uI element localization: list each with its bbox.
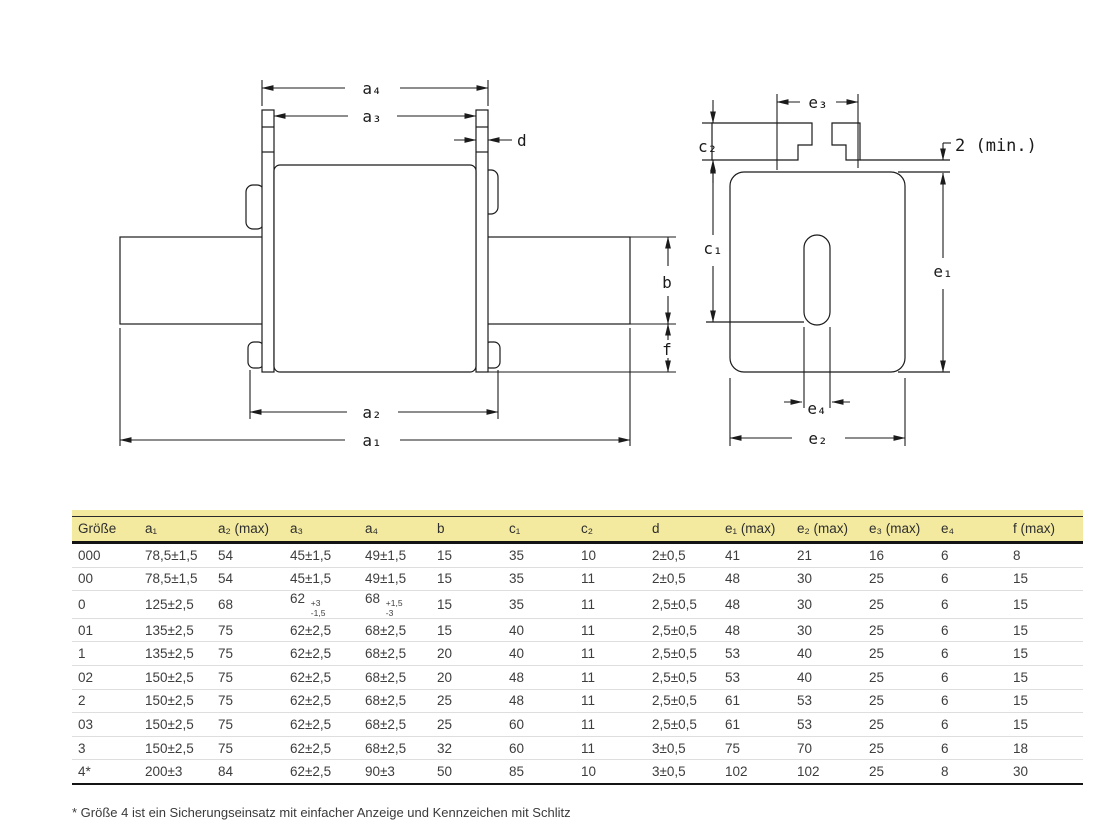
table-cell: 8 [1007, 543, 1083, 568]
end-plate-left [262, 110, 274, 372]
table-header [72, 517, 1083, 543]
table-cell: 150±2,5 [139, 736, 212, 760]
dim-e1 [933, 173, 952, 372]
table-cell: 11 [575, 642, 646, 666]
dim-label-a2: a₂ [362, 403, 382, 422]
table-cell: 85 [509, 764, 525, 780]
table-cell: 61 [719, 713, 791, 737]
table-cell: 25 [863, 642, 935, 666]
table-cell: 53 [719, 642, 791, 666]
table-cell: 62±2,5 [284, 642, 359, 666]
table-cell: 135±2,5 [139, 642, 212, 666]
table-cell: 25 [431, 689, 503, 713]
dim-c2 [698, 100, 717, 183]
table-cell: 78,5±1,5 [139, 543, 212, 568]
table-cell: 3 [72, 736, 139, 760]
table-cell: 11 [575, 713, 646, 737]
dim-b [630, 237, 676, 324]
table-cell: 35 [503, 567, 575, 591]
table-cell: 3±0,5 [652, 764, 686, 780]
table-cell: 6 [935, 642, 1007, 666]
column-header: a₄ [359, 517, 431, 543]
table-cell: 03 [72, 713, 139, 737]
table-cell: 75 [212, 642, 284, 666]
table-header-row [72, 517, 1083, 543]
blade-tab-right [832, 123, 860, 160]
table-cell: 21 [791, 543, 863, 568]
dim-label-c1: c₁ [703, 239, 723, 258]
dim-label-e4: e₄ [807, 399, 827, 418]
column-header: a₂ (max) [212, 517, 284, 543]
table-cell: 68±2,5 [359, 642, 431, 666]
table-cell: 11 [575, 591, 646, 619]
column-header: e₂ (max) [791, 517, 863, 543]
table-cell: 01 [72, 618, 139, 642]
table-cell: 2±0,5 [646, 567, 719, 591]
table-cell: 25 [863, 666, 935, 690]
table-cell: 11 [575, 736, 646, 760]
table-cell: 15 [1007, 642, 1083, 666]
table-cell: 75 [212, 736, 284, 760]
table-cell: 102 [797, 764, 820, 780]
dim-d [454, 131, 527, 150]
table-cell: 25 [431, 713, 503, 737]
dim-label-a3: a₃ [362, 107, 382, 126]
table-cell: 78,5±1,5 [139, 567, 212, 591]
table-cell: 48 [503, 689, 575, 713]
table-cell: 60 [503, 713, 575, 737]
column-header: a₃ [284, 517, 359, 543]
table-cell: 15 [431, 543, 503, 568]
table-cell: 15 [431, 618, 503, 642]
table-cell: 000 [72, 543, 139, 568]
table-cell: 54 [212, 543, 284, 568]
table-cell: 35 [503, 591, 575, 619]
table-cell: 25 [863, 618, 935, 642]
table-cell: 11 [575, 666, 646, 690]
column-header: a₁ [139, 517, 212, 543]
column-header: e₃ (max) [863, 517, 935, 543]
table-cell: 90±3 [365, 764, 395, 780]
table-cell: 2,5±0,5 [646, 618, 719, 642]
table-cell: 2 [72, 689, 139, 713]
dim-2min [943, 136, 1037, 160]
table-cell: 75 [212, 689, 284, 713]
table-cell: 75 [212, 666, 284, 690]
table-cell: 20 [431, 666, 503, 690]
table-cell: 3±0,5 [646, 736, 719, 760]
indicator-slot [804, 235, 830, 325]
table-cell: 41 [719, 543, 791, 568]
table-cell: 15 [1007, 689, 1083, 713]
table-cell: 84 [218, 764, 234, 780]
table-cell: 62±2,5 [284, 618, 359, 642]
footnote: * Größe 4 ist ein Sicherungseinsatz mit einfacher Anzeige und Kennzeichen mit Schlitz [72, 805, 571, 820]
table-row [72, 760, 1083, 784]
dim-label-f: f [662, 340, 672, 359]
table-cell: 54 [212, 567, 284, 591]
table-cell: 11 [575, 567, 646, 591]
table-cell: 25 [863, 591, 935, 619]
table-cell: 6 [935, 666, 1007, 690]
dim-f [488, 324, 676, 372]
table-cell: 00 [72, 567, 139, 591]
table-cell: 50 [437, 764, 453, 780]
grip-lug-upper-left [246, 185, 264, 229]
table-cell: 150±2,5 [139, 689, 212, 713]
table-cell: 68±2,5 [359, 713, 431, 737]
table-cell: 68±2,5 [359, 666, 431, 690]
table-cell: 2,5±0,5 [646, 642, 719, 666]
column-header: e₁ (max) [719, 517, 791, 543]
table-cell: 6 [935, 736, 1007, 760]
table-cell: 4* [78, 764, 91, 780]
column-header: b [431, 517, 503, 543]
table-cell: 10 [581, 764, 597, 780]
table-cell: 48 [719, 567, 791, 591]
table-cell: 25 [863, 713, 935, 737]
tolerance-stack: +1,5 -3 [385, 598, 403, 618]
table-cell: 48 [503, 666, 575, 690]
table-cell: 25 [863, 736, 935, 760]
table-cell: 15 [1007, 713, 1083, 737]
table-row [72, 736, 1083, 760]
table-cell: 15 [1007, 591, 1083, 619]
table-cell: 1 [72, 642, 139, 666]
dimension-table [72, 516, 1083, 785]
table-cell: 2,5±0,5 [646, 713, 719, 737]
table-cell: 53 [791, 713, 863, 737]
dim-a4 [262, 79, 488, 106]
table-cell: 70 [791, 736, 863, 760]
column-header: c₁ [503, 517, 575, 543]
table-cell: 6 [935, 689, 1007, 713]
table-cell: 25 [863, 689, 935, 713]
table-cell: 150±2,5 [139, 666, 212, 690]
dim-label-e2: e₂ [808, 429, 828, 448]
tolerance-stack: +3 -1,5 [310, 598, 326, 618]
end-plate-right [476, 110, 488, 372]
table-row [72, 618, 1083, 642]
table-cell: 53 [719, 666, 791, 690]
table-cell: 6 [935, 618, 1007, 642]
table-cell: 40 [791, 642, 863, 666]
dim-label-a1: a₁ [362, 431, 382, 450]
table-cell: 20 [431, 642, 503, 666]
table-row [72, 713, 1083, 737]
dim-a3 [274, 107, 476, 126]
table-cell: 68 +1,5 -3 [359, 591, 431, 619]
column-header: e₄ [935, 517, 1007, 543]
table-cell: 30 [791, 591, 863, 619]
table-cell: 10 [575, 543, 646, 568]
table-cell: 48 [719, 618, 791, 642]
table-cell: 2±0,5 [646, 543, 719, 568]
table-cell: 15 [1007, 618, 1083, 642]
table-cell: 48 [719, 591, 791, 619]
table-cell: 2,5±0,5 [646, 666, 719, 690]
table-cell: 15 [431, 591, 503, 619]
table-cell: 68±2,5 [359, 736, 431, 760]
table-cell: 62±2,5 [284, 666, 359, 690]
table-cell: 30 [791, 618, 863, 642]
table-body [72, 543, 1083, 785]
table-cell: 102 [725, 764, 748, 780]
table-cell: 15 [1007, 567, 1083, 591]
table-cell: 62±2,5 [290, 764, 332, 780]
table-cell: 0 [72, 591, 139, 619]
dim-label-2min: 2 (min.) [955, 136, 1037, 156]
table-cell: 200±3 [145, 764, 183, 780]
table-cell: 45±1,5 [284, 567, 359, 591]
dim-label-a4: a₄ [362, 79, 382, 98]
column-header: c₂ [575, 517, 646, 543]
table-cell: 2,5±0,5 [646, 689, 719, 713]
table-cell: 30 [791, 567, 863, 591]
table-cell: 62±2,5 [284, 689, 359, 713]
table-cell: 15 [431, 567, 503, 591]
table-row [72, 689, 1083, 713]
table-cell: 75 [212, 713, 284, 737]
table-cell: 11 [575, 618, 646, 642]
table-cell: 2,5±0,5 [646, 591, 719, 619]
table-row [72, 543, 1083, 568]
table-cell: 150±2,5 [139, 713, 212, 737]
table-cell: 45±1,5 [284, 543, 359, 568]
dimension-table-section [72, 510, 1083, 785]
table-cell: 15 [1007, 666, 1083, 690]
table-cell: 62±2,5 [284, 736, 359, 760]
table-cell: 60 [503, 736, 575, 760]
dim-label-d: d [517, 131, 527, 150]
table-cell: 75 [212, 618, 284, 642]
column-header: Größe [72, 517, 139, 543]
table-cell: 62 +3 -1,5 [284, 591, 359, 619]
fuse-body-front [274, 165, 476, 372]
table-row [72, 666, 1083, 690]
table-cell: 135±2,5 [139, 618, 212, 642]
table-cell: 35 [503, 543, 575, 568]
table-cell: 125±2,5 [139, 591, 212, 619]
table-cell: 16 [863, 543, 935, 568]
table-cell: 6 [935, 591, 1007, 619]
fuse-side-view [702, 123, 953, 372]
table-cell: 30 [1013, 764, 1029, 780]
table-cell: 02 [72, 666, 139, 690]
table-cell: 18 [1007, 736, 1083, 760]
table-cell: 40 [791, 666, 863, 690]
table-cell: 8 [941, 764, 949, 780]
table-cell: 75 [719, 736, 791, 760]
table-cell: 62±2,5 [284, 713, 359, 737]
column-header: f (max) [1007, 517, 1083, 543]
column-header: d [646, 517, 719, 543]
table-cell: 49±1,5 [359, 543, 431, 568]
table-cell: 49±1,5 [359, 567, 431, 591]
table-cell: 11 [575, 689, 646, 713]
blade-tab-left [712, 123, 812, 160]
dim-label-c2: c₂ [698, 137, 718, 156]
table-cell: 40 [503, 618, 575, 642]
table-cell: 6 [935, 567, 1007, 591]
table-row [72, 567, 1083, 591]
table-cell: 68 [212, 591, 284, 619]
dim-c1 [703, 162, 722, 322]
table-cell: 25 [863, 567, 935, 591]
table-cell: 6 [935, 713, 1007, 737]
table-cell: 32 [431, 736, 503, 760]
dim-label-b: b [662, 273, 672, 292]
dim-label-e3: e₃ [808, 93, 828, 112]
table-row [72, 642, 1083, 666]
table-cell: 68±2,5 [359, 689, 431, 713]
table-cell: 40 [503, 642, 575, 666]
table-cell: 6 [935, 543, 1007, 568]
table-cell: 53 [791, 689, 863, 713]
fuse-front-view [120, 110, 630, 372]
table-row [72, 591, 1083, 619]
table-cell: 68±2,5 [359, 618, 431, 642]
table-cell: 25 [869, 764, 885, 780]
table-cell: 61 [719, 689, 791, 713]
dim-a2 [250, 370, 498, 422]
dim-label-e1: e₁ [933, 262, 953, 281]
